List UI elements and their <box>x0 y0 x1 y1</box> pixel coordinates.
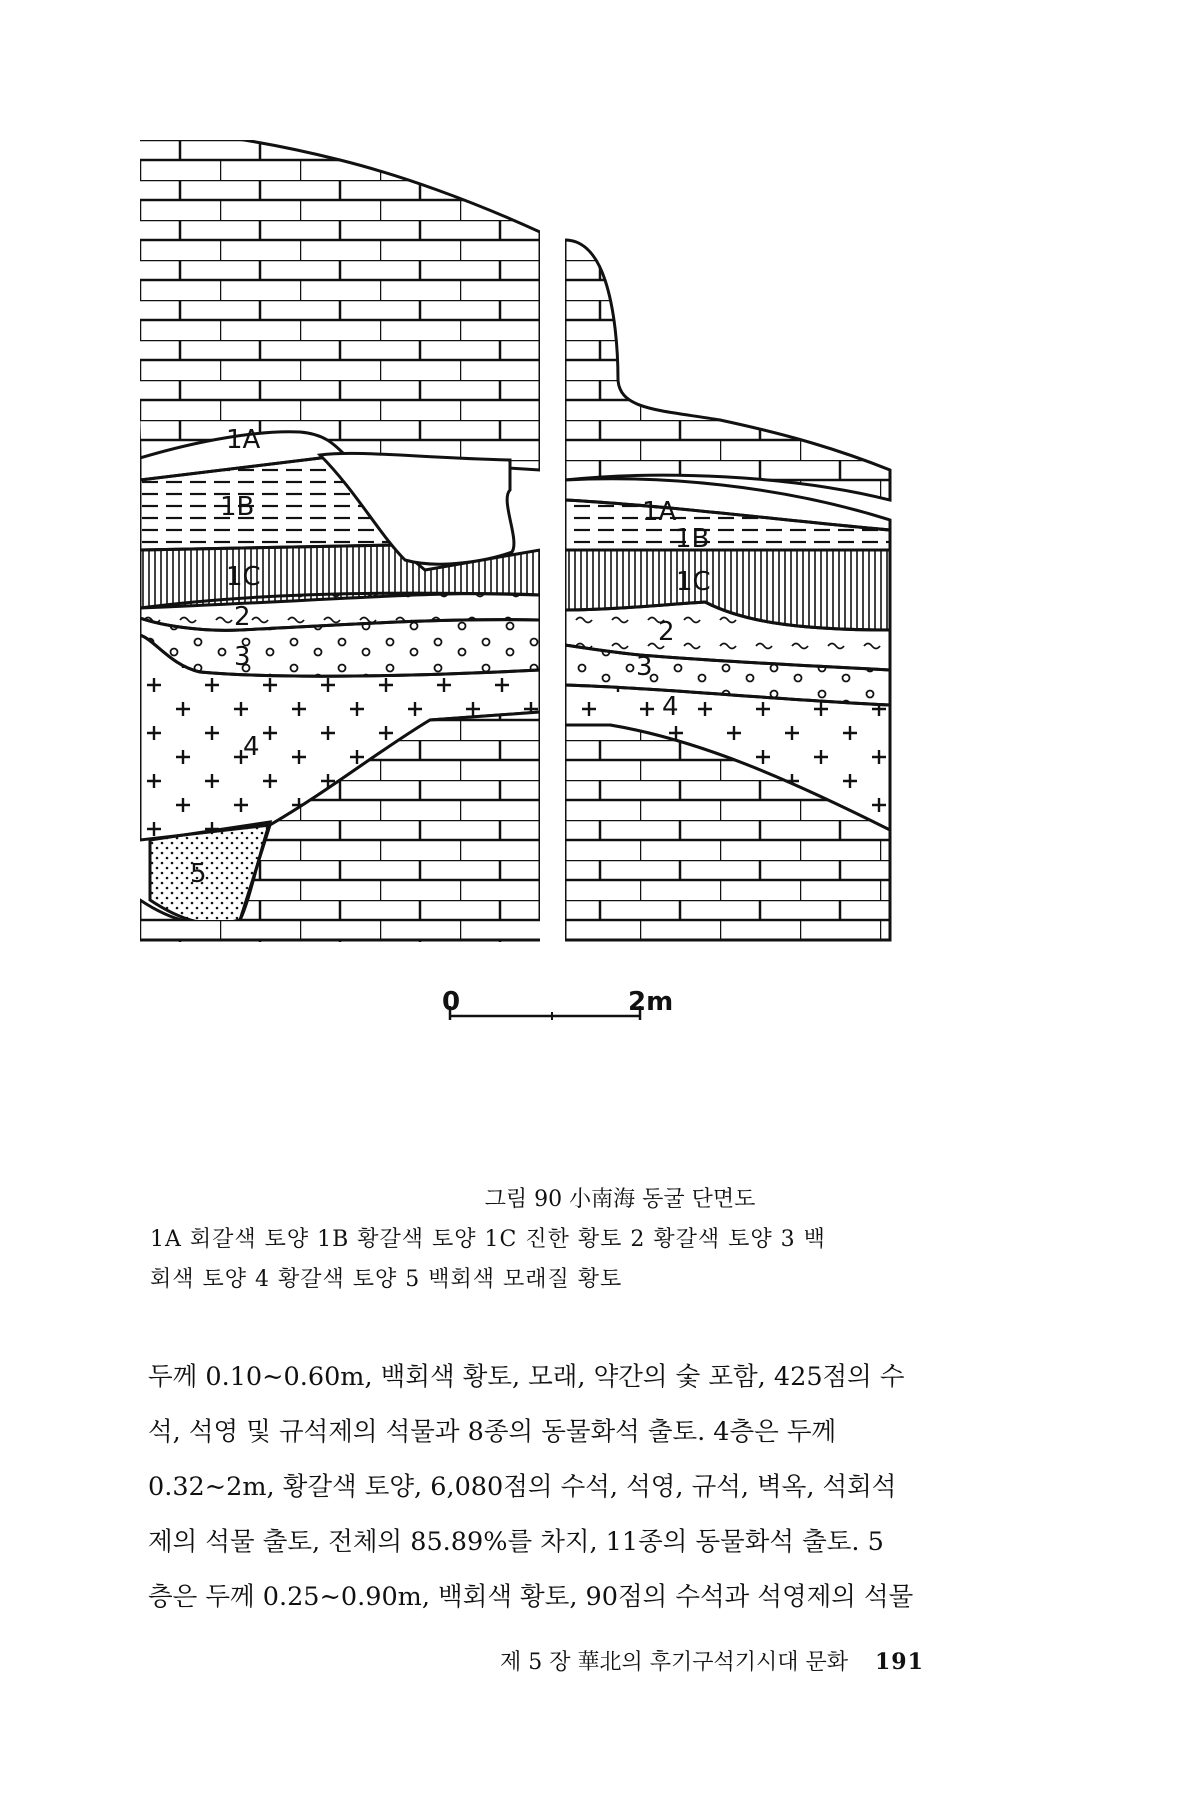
label-1A-right: 1A <box>642 497 677 527</box>
label-2-right: 2 <box>658 617 675 647</box>
body-line: 층은 두께 0.25∼0.90m, 백회색 황토, 90점의 수석과 석영제의 석물 <box>148 1582 914 1612</box>
figure-caption <box>150 1180 1050 1300</box>
body-line: 0.32∼2m, 황갈색 토양, 6,080점의 수석, 석영, 규석, 벽옥, 석회석 <box>148 1472 897 1502</box>
page-number: 191 <box>875 1649 924 1675</box>
caption-title: 그림 90 小南海 동굴 단면도 <box>484 1187 756 1212</box>
right-section <box>565 240 890 940</box>
label-1A-left: 1A <box>226 425 261 455</box>
bedrock-upper-left <box>140 140 540 470</box>
body-text <box>148 1350 1056 1625</box>
label-3-left: 3 <box>234 642 251 672</box>
caption-legend-line-2: 회색 토양 4 황갈색 토양 5 백회색 모래질 황토 <box>150 1267 623 1292</box>
label-2-left: 2 <box>234 602 251 632</box>
label-1B-left: 1B <box>220 492 255 522</box>
scale-end: 2m <box>628 987 674 1017</box>
label-3-right: 3 <box>636 652 653 682</box>
body-line: 석, 석영 및 규석제의 석물과 8종의 동물화석 출토. 4층은 두께 <box>148 1417 837 1447</box>
left-section <box>140 140 540 942</box>
label-4-right: 4 <box>662 692 679 722</box>
label-1C-left: 1C <box>226 562 261 592</box>
body-line: 제의 석물 출토, 전체의 85.89%를 차지, 11종의 동물화석 출토. 5 <box>148 1527 884 1557</box>
label-1B-right: 1B <box>675 524 710 554</box>
label-5-left: 5 <box>190 859 207 889</box>
scale-start: 0 <box>442 987 461 1017</box>
bedrock-upper-right <box>565 240 890 500</box>
label-4-left: 4 <box>243 732 260 762</box>
running-head: 제 5 장 華北의 후기구석기시대 문화 <box>500 1650 848 1675</box>
page-footer <box>500 1645 924 1676</box>
cave-section-figure <box>140 140 1060 1180</box>
caption-legend-line-1: 1A 회갈색 토양 1B 황갈색 토양 1C 진한 황토 2 황갈색 토양 3 백 <box>150 1227 826 1252</box>
scale-bar <box>442 987 673 1020</box>
body-line: 두께 0.10∼0.60m, 백회색 황토, 모래, 약간의 숯 포함, 425점의 수 <box>148 1362 905 1392</box>
label-1C-right: 1C <box>676 567 711 597</box>
